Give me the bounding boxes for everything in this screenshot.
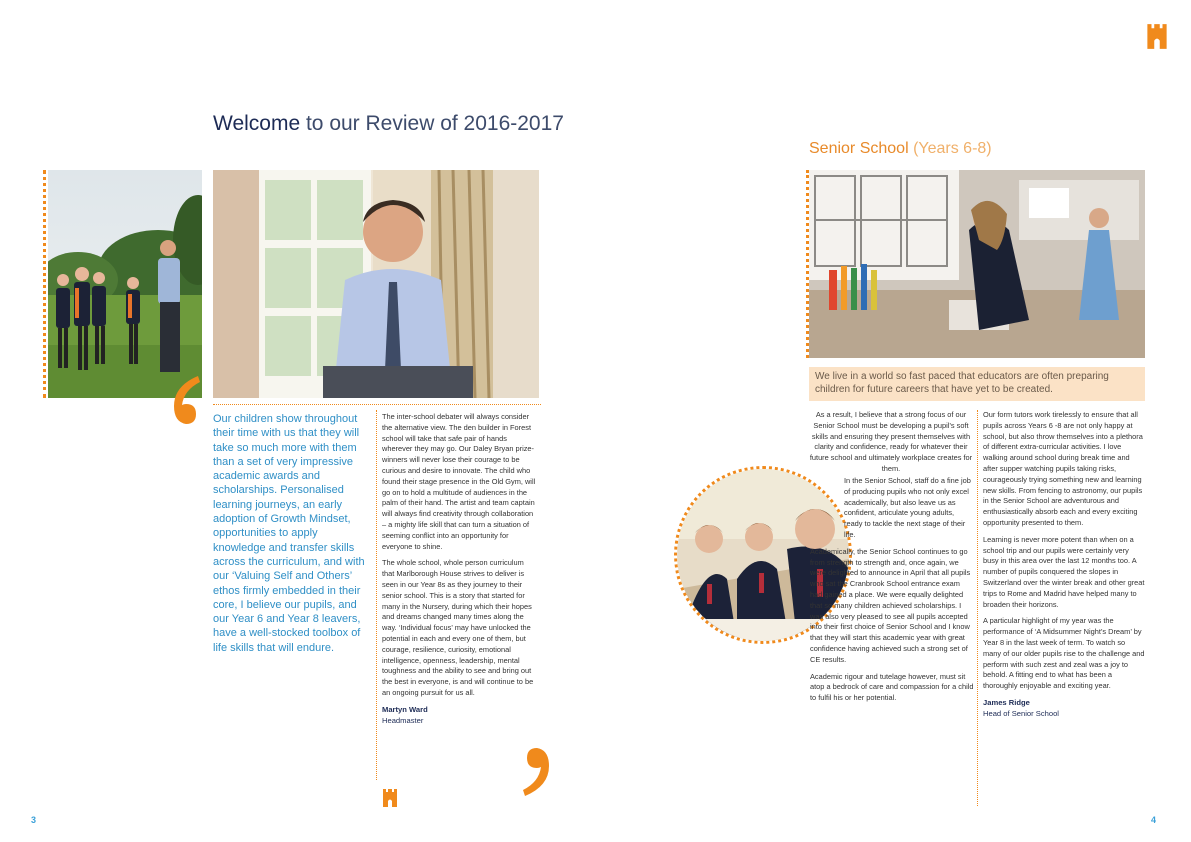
senior-col2-paragraph-1: Our form tutors work tirelessly to ensure that all pupils across Years 6 -8 are not only happy at school, but also throw themselves into a plethora of different extra-curricular activities. I love walking around school during break time and after supper watching pupils taking risks, courageously trying something new and learning new skills. From fencing to astronomy, our pupils in the Senior School are adventurous and enthusiastically absorb each and every exciting opportunity presented to them. [983,410,1143,527]
senior-col1-paragraph-1: As a result, I believe that a strong focus of our Senior School must be developing a pupil’s soft skills and ensuring they present themselves with clarity and confidence, ready for whatever their future school and ultimately workplace creates for them. [809,410,973,473]
classroom-photo [809,170,1145,358]
page-number-left: 3 [31,815,37,825]
tower-logo-icon [382,789,398,812]
senior-col1-paragraph-3: Academically, the Senior School continues to go from strength to strength and, once again, we were delighted to announce in April that all pupils who sat the Cranbrook School entrance exam had gained a place. We were equally delighted that so many children achieved scholarships. I was also very pleased to see all pupils accepted into their first choice of Senior School and I know that they will start this academic year with great confidence having achieved such a strong set of CE results. [810,546,971,664]
signature-role: Headmaster [382,715,424,725]
section-title-sub: (Years 6-8) [908,140,992,157]
section-title-main: Senior School [809,140,909,157]
close-quote-icon [521,742,555,805]
intro-paragraph-1: The inter-school debater will always consider the alternative view. The den builder in Forest school will take that safe pair of hands wherever they may go. Our Daley Bryan prize-winners will never lose their courage to be curious and desire to innovate. The child who found their stage presence in the Old Gym, will go on to hold a multitude of audiences in the palm of their hand. The artist and team captain will always find creativity through collaboration – a mighty life skill that can turn a situation of seeming conflict into an opportunity for everyone to shine. [382,412,536,551]
page-number-right: 4 [1151,815,1157,825]
intro-paragraph-2: The whole school, whole person curriculum that Marlborough House strives to deliver is seen in our Year 8s as they journey to their senior school. This is a story that started for many in the Nursery, during which their hopes and dreams changed many times along the way. ‘Individual focus’ may have unlocked the potential in each and every one of them, but courage, resilience, curiosity, emotional intelligence, openness, leadership, mental toughness and the ability to see and bring out the best in everyone, is and will continue to be an ongoing pursuit for us all. [382,558,534,697]
pull-quote: Our children show throughout their time with us that they will take so much more with them than a set of very impressive academic awards and scholarships. Personalised learning journeys, an early adoption of Growth Mindset, opportunities to apply knowledge and transfer skills across the curriculum, and with our ‘Valuing Self and Others’ ethos firmly embedded in their core, I believe our pupils, and our Year 6 and Year 8 leavers, have a well-stocked toolbox of life skills that will endure. [213,413,365,654]
page-title [213,112,564,136]
senior-col1-top [809,410,973,481]
football-photo [48,170,202,398]
signature-name-right: James Ridge [983,697,1030,707]
senior-col2-paragraph-2: Learning is never more potent than when on a school trip and our pupils were certainly very busy in this area over the last 12 months too. A number of pupils conquered the slopes in Switzerland over the winter break and other great trips to Rome and Madrid have helped many to broaden their horizons. [983,534,1145,609]
right-column-divider [977,410,978,806]
open-quote-icon [168,372,202,435]
senior-col2 [983,410,1145,720]
column-divider [376,410,377,780]
dotted-rule-under-photo [213,404,541,405]
signature-role-right: Head of Senior School [983,708,1059,718]
senior-col1-wrap [810,476,974,710]
intro-column [382,412,538,726]
callout-banner: We live in a world so fast paced that educators are often preparing children for future careers that have yet to be created. [809,367,1145,401]
title-rest: to our Review of 2016-2017 [300,112,564,135]
headmaster-photo [213,170,539,398]
senior-col2-paragraph-3: A particular highlight of my year was the performance of ‘A Midsummer Night’s Dream’ by Year 8 in the last week of term. To watch so many of our older pupils rise to the challenge and perform with such zest and zeal was a joy to behold. A fitting end to what has been a thoroughly enjoyable and exciting year. [983,616,1145,691]
title-strong: Welcome [213,112,301,135]
senior-col1-paragraph-4: Academic rigour and tutelage however, must sit atop a bedrock of care and compassion for a child to fulfil his or her potential. [810,671,974,703]
tower-logo-icon-top [1146,24,1168,54]
section-title [809,140,992,158]
senior-col1-paragraph-2: In the Senior School, staff do a fine job of producing pupils who not only excel academically, but also leave us as confident, articulate young adults, ready to tackle the next stage of their life. [844,476,971,539]
signature-name: Martyn Ward [382,704,428,714]
dotted-border-left [43,170,46,398]
